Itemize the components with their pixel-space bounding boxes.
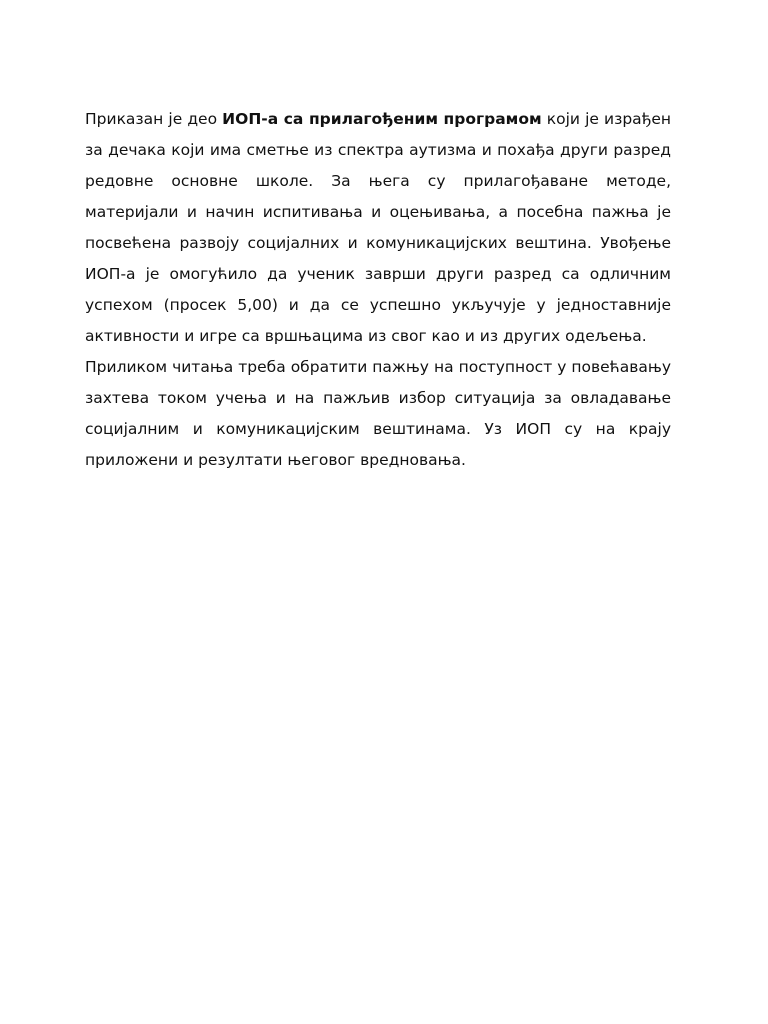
paragraph-2: Приликом читања треба обратити пажњу на поступност у повећавању захтева током учења и на пажљив избор ситуација за овладавање социјалним и комуникацијским вештинама. Уз ИОП су на крају приложени и резултати његовог вредновања. (85, 358, 671, 469)
paragraph-1-rest: који је израђен за дечака који има сметње из спектра аутизма и похађа други разред редовне основне школе. За њега су прилагођаване методе, материјали и начин испитивања и оцењивања, а посебна пажња је посвећена развоју социјалних и комуникацијских вештина. Увођење ИОП-а је омогућило да ученик заврши други разред са одличним успехом (просек 5,00) и да се успешно укључује у једноставније активности и игре са вршњацима из свог као и из других одељења. (85, 110, 672, 345)
document-body (85, 104, 671, 476)
paragraph-1-intro: Приказан је део (85, 110, 223, 128)
paragraph-1 (85, 104, 671, 352)
paragraph-1-bold-phrase: ИОП-а са прилагођеним програмом (222, 110, 542, 128)
